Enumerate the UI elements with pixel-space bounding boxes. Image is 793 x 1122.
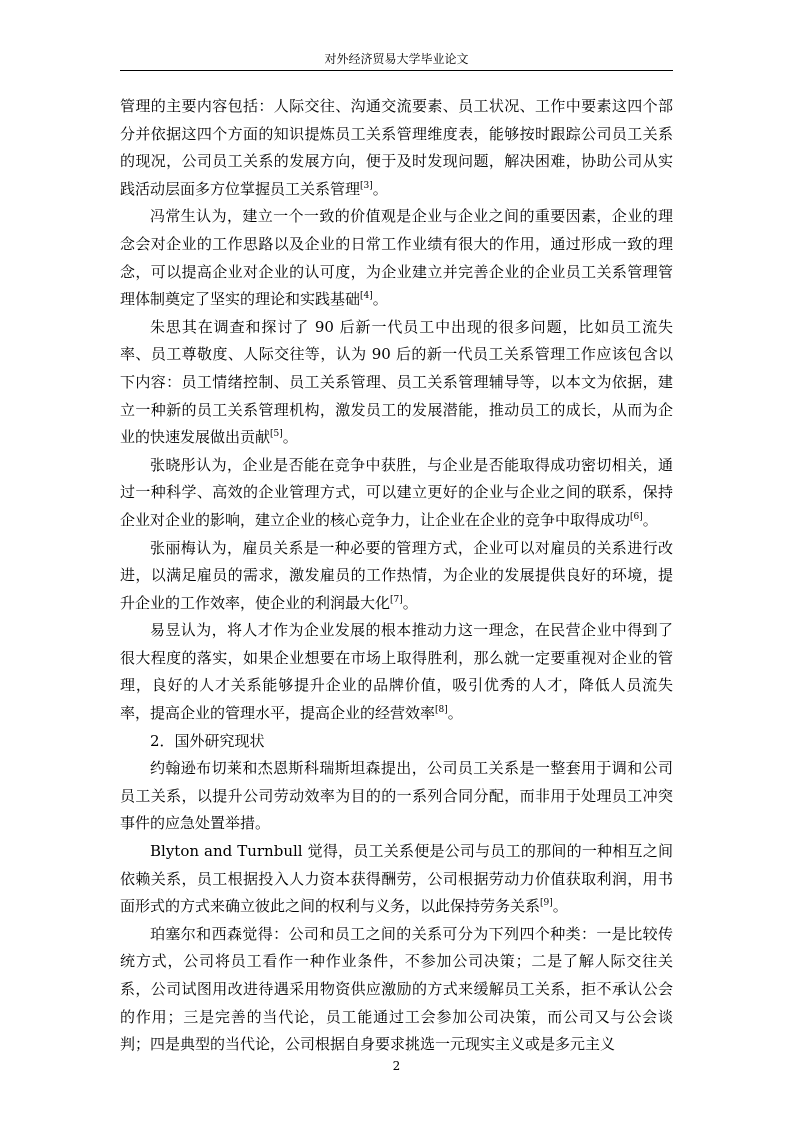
paragraph: 张丽梅认为，雇员关系是一种必要的管理方式，企业可以对雇员的关系进行改进，以满足雇员的需求，激发雇员的工作热情，为企业的发展提供良好的环境，提升企业的工作效率，使企业的利润最大化[7]。 [120, 538, 673, 612]
citation: [8] [435, 705, 448, 716]
paragraph: 张晓彤认为，企业是否能在竞争中获胜，与企业是否能取得成功密切相关，通过一种科学、高效的企业管理方式，可以建立更好的企业与企业之间的联系，保持企业对企业的影响，建立企业的核心竞争力，让企业在企业的竞争中取得成功[6]。 [120, 455, 673, 529]
citation: [9] [540, 898, 553, 909]
paragraph: 易昱认为，将人才作为企业发展的根本推动力这一理念，在民营企业中得到了很大程度的落实，如果企业想要在市场上取得胜利，那么就一定要重视对企业的管理，良好的人才关系能够提升企业的品牌价值，吸引优秀的人才，降低人员流失率，提高企业的管理水平，提高企业的经营效率[8]。 [120, 621, 673, 723]
citation: [4] [360, 291, 373, 302]
paragraph: 朱思其在调查和探讨了 90 后新一代员工中出现的很多问题，比如员工流失率、员工尊敬度、人际交往等，认为 90 后的新一代员工关系管理工作应该包含以下内容：员工情绪控制、员工关系管理、员工关系管理辅导等，以本文为依据，建立一种新的员工关系管理机构，激发员工的发展潜能，推动员工的成长，从而为企业的快速发展做出贡献[5]。 [120, 317, 673, 447]
section-heading: 2．国外研究现状 [150, 731, 265, 750]
paragraph: 管理的主要内容包括：人际交往、沟通交流要素、员工状况、工作中要素这四个部分并依据这四个方面的知识提炼员工关系管理维度表，能够按时跟踪公司员工关系的现况，公司员工关系的发展方向，便于及时发现问题，解决困难，协助公司从实践活动层面多方位掌握员工关系管理[3]。 [120, 97, 673, 198]
citation: [6] [630, 511, 643, 522]
paragraph: 冯常生认为，建立一个一致的价值观是企业与企业之间的重要因素，企业的理念会对企业的工作思路以及企业的日常工作业绩有很大的作用，通过形成一致的理念，可以提高企业对企业的认可度，为企业建立并完善企业的企业员工关系管理管理体制奠定了坚实的理论和实践基础[4]。 [120, 207, 673, 309]
citation: [3] [360, 180, 373, 191]
paragraph: 珀塞尔和西森觉得：公司和员工之间的关系可分为下列四个种类：一是比较传统方式，公司将员工看作一种作业条件，不参加公司决策；二是了解人际交往关系，公司试图用改进待遇采用物资供应激励的方式来缓解员工关系，拒不承认公会的作用；三是完善的当代论，员工能通过工会参加公司决策，而公司又与公会谈判；四是典型的当代论，公司根据自身要求挑选一元现实主义或是多元主义 [120, 924, 673, 1054]
paragraph: 约翰逊布切莱和杰恩斯科瑞斯坦森提出，公司员工关系是一整套用于调和公司员工关系，以提升公司劳动效率为目的的一系列合同分配，而非用于处理员工冲突事件的应急处置举措。 [120, 759, 673, 833]
page-body [120, 93, 673, 1059]
citation: [5] [270, 429, 283, 440]
page-number: 2 [392, 1059, 401, 1073]
header-rule [120, 70, 673, 71]
paragraph: Blyton and Turnbull 觉得，员工关系便是公司与员工的那间的一种相互之间依赖关系，员工根据投入人力资本获得酬劳，公司根据劳动力价值获取利润，用书面形式的方式来确立彼此之间的权利与义务，以此保持劳务关系[9]。 [120, 842, 673, 916]
citation: [7] [390, 594, 403, 605]
running-header: 对外经济贸易大学毕业论文 [324, 52, 469, 66]
